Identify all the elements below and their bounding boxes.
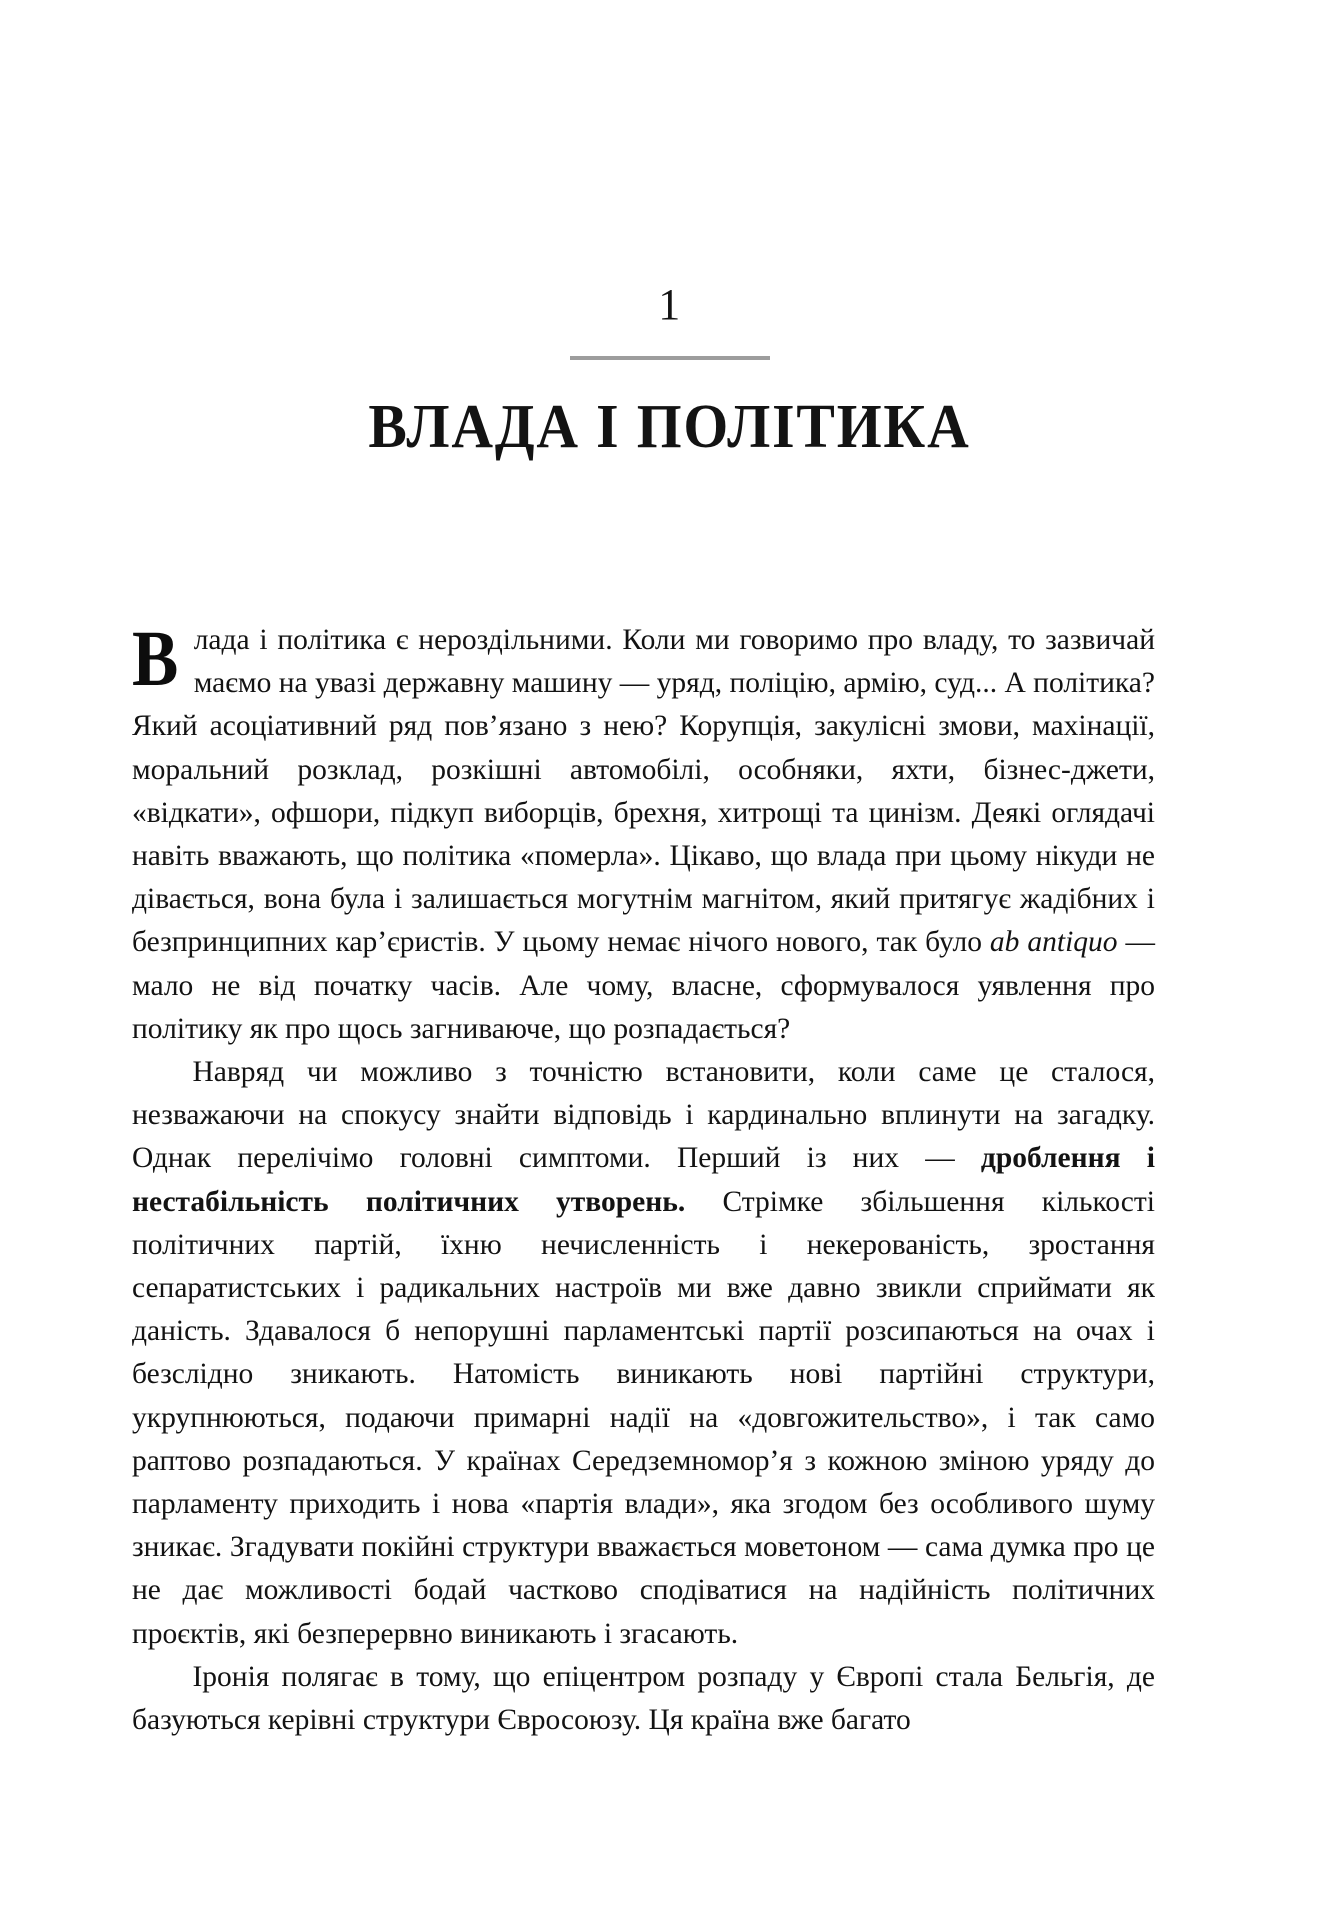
paragraph-first-text-before-italic: лада і політика є нероздільними. Коли ми говоримо про владу, то зазвичай маємо на увазі державну машину — уряд, поліцію, армію, суд... А політика? Який асоціативний ряд пов’язано з нею? Корупція, закулісні змови, махінації, моральний розклад, розкішні автомобілі, особняки, яхти, бізнес-джети, «відкати», офшори, підкуп виборців, брехня, хитрощі та цинізм. Деякі оглядачі навіть вважають, що політика «померла». Цікаво, що влада при цьому нікуди не дівається, вона була і залишається могутнім магнітом, який притягує жадібних і безпринципних кар’єристів. У цьому немає нічого нового, так було (132, 624, 1155, 959)
paragraph-second-text-after-bold: Стрімке збільшення кількості політичних партій, їхню нечисленність і некерованість, зростання сепаратистських і радикальних настроїв ми вже давно звикли сприймати як даність. Здавалося б непорушні парламентські партії розсипаються на очах і безслідно зникають. Натомість виникають нові партійні структури, укрупнюються, подаючи примарні надії на «довгожительство», і так само раптово розпадаються. У країнах Середземномор’я з кожною зміною уряду до парламенту приходить і нова «партія влади», яка згодом без особливого шуму зникає. Згадувати покійні структури вважається моветоном — сама думка про це не дає можливості бодай частково сподіватися на надійність політичних проєктів, які безперервно виникають і згасають. (132, 1185, 1155, 1650)
paragraph-first-text-after-italic: — мало не від початку часів. Але чому, власне, сформувалося уявлення про політику як про щось загниваюче, що розпадається? (132, 926, 1155, 1045)
chapter-title: ВЛАДА І ПОЛІТИКА (368, 393, 971, 461)
chapter-number: 1 (658, 280, 681, 329)
paragraph-second (132, 1051, 1155, 1656)
body-text-block (132, 616, 1155, 1742)
paragraph-third: Іронія полягає в тому, що епіцентром розпаду у Європі стала Бельгія, де базуються керівні структури Євросоюзу. Ця країна вже багато (132, 1660, 1155, 1737)
chapter-opener (132, 280, 1207, 501)
paragraph-first (132, 616, 1155, 1051)
bold-symptom-phrase: дроблення і нестабільність політичних утворень. (132, 1142, 1155, 1218)
drop-cap-letter: В (132, 616, 179, 703)
chapter-divider-rule (570, 356, 770, 360)
latin-phrase-ab-antiquo: ab antiquo (989, 926, 1118, 959)
paragraph-second-text-before-bold: Навряд чи можливо з точністю встановити, коли саме це сталося, незважаючи на спокусу знайти відповідь і кардинально вплинути на загадку. Однак перелічімо головні симптоми. Перший із них — (132, 1056, 1155, 1175)
